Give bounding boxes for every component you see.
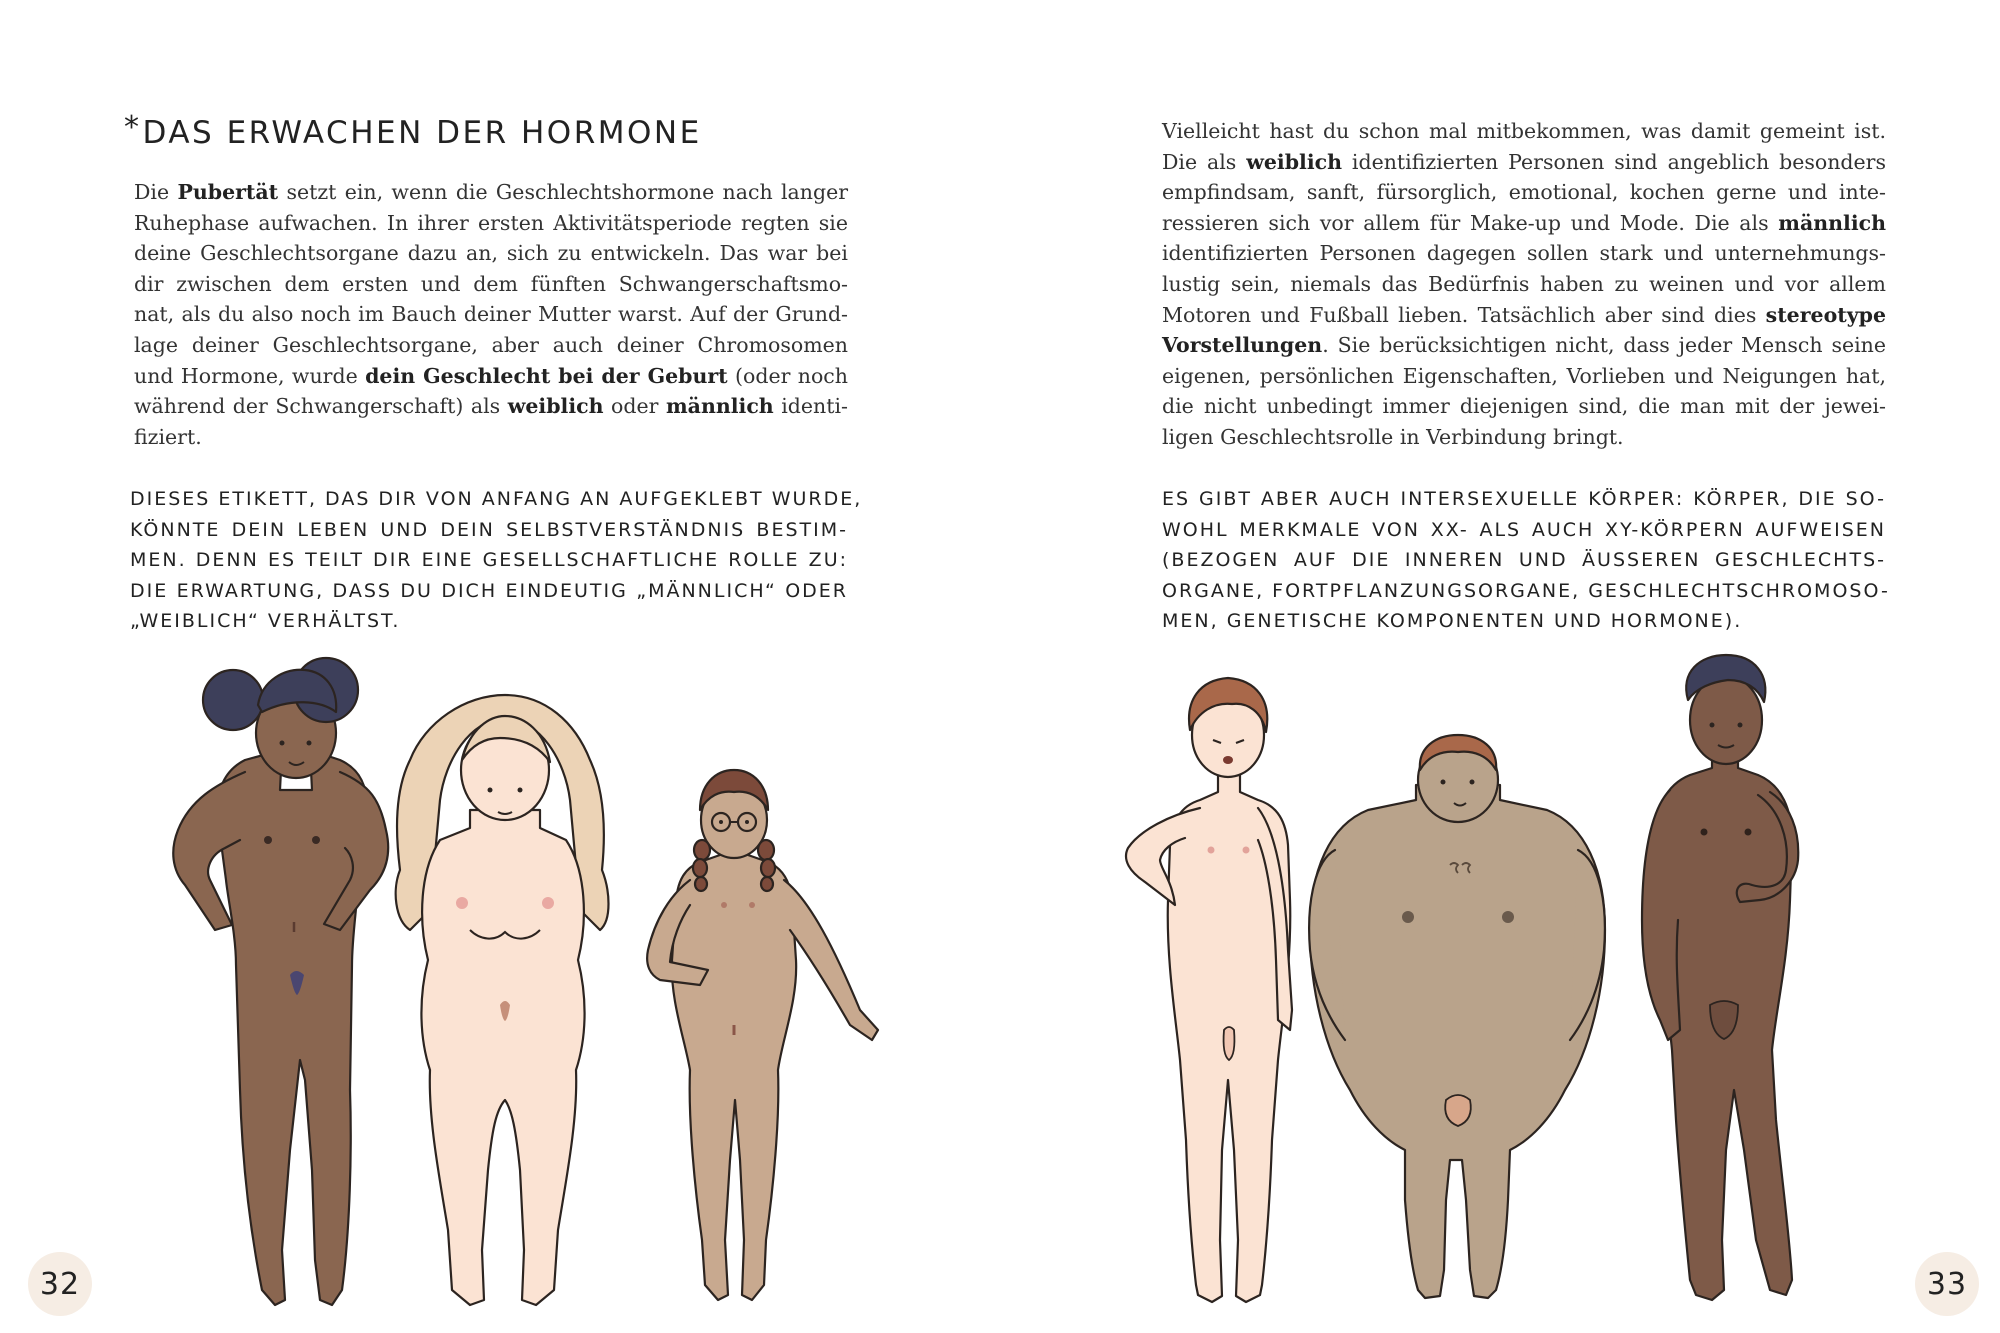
page-number-left: 32	[28, 1252, 92, 1316]
text-segment: während der Schwangerschaft) als	[134, 394, 508, 419]
bold-term: Pubertät	[177, 180, 279, 204]
caps-line: ES GIBT ABER AUCH INTERSEXUELLE KÖRPER: KÖRPER, DIE SO-	[1162, 488, 1886, 510]
text-segment: nat, als du also noch im Bauch deiner Mutter warst. Auf der Grund-	[134, 302, 848, 327]
caps-line: MEN, GENETISCHE KOMPONENTEN UND HORMONE).	[1162, 610, 1743, 633]
figure-light-skin-short-hair	[1126, 678, 1292, 1302]
text-segment: eigenen, persönlichen Eigenschaften, Vorlieben und Neigungen hat,	[1162, 363, 1886, 388]
figure-dark-skin-tall	[1642, 655, 1798, 1300]
text-segment: dir zwischen dem ersten und dem fünften Schwangerschaftsmo-	[134, 271, 848, 296]
bold-term: Vorstellungen	[1162, 333, 1323, 358]
caps-line: „WEIBLICH“ VERHÄLTST.	[130, 610, 401, 633]
bold-term: stereotype	[1765, 302, 1886, 327]
text-segment: lustig sein, niemals das Bedürfnis haben zu weinen und vor allem	[1162, 271, 1886, 296]
text-segment: Die	[134, 180, 178, 204]
text-segment: deine Geschlechtsorgane dazu an, sich zu entwickeln. Das war bei	[134, 241, 848, 266]
text-segment: identifizierten Personen dagegen sollen stark und unternehmungs-	[1162, 241, 1886, 266]
text-segment: ressieren sich vor allem für Make-up und Mode. Die als	[1162, 210, 1779, 235]
text-segment: setzt ein, wenn die Geschlechtshormone nach langer	[278, 180, 849, 204]
text-segment: (oder noch	[727, 363, 848, 388]
caps-line: MEN. DENN ES TEILT DIR EINE GESELLSCHAFTLICHE ROLLE ZU:	[130, 549, 848, 572]
caps-line: KÖNNTE DEIN LEBEN UND DEIN SELBSTVERSTÄNDNIS BESTIM-	[130, 518, 848, 541]
text-segment: oder	[603, 394, 666, 419]
text-segment: und Hormone, wurde	[134, 363, 366, 388]
text-segment: identifizierten Personen sind angeblich besonders	[1342, 149, 1886, 174]
caps-line: DIE ERWARTUNG, DASS DU DICH EINDEUTIG „MÄNNLICH“ ODER	[130, 579, 848, 602]
text-segment: lage deiner Geschlechtsorgane, aber auch deiner Chromosomen	[134, 332, 848, 357]
bold-term: dein Geschlecht bei der Geburt	[365, 363, 728, 388]
heading-asterisk: *	[124, 110, 142, 145]
heading-text: DAS ERWACHEN DER HORMONE	[142, 115, 702, 151]
caps-line: (BEZOGEN AUF DIE INNEREN UND ÄUSSEREN GESCHLECHTS-	[1162, 549, 1886, 572]
text-segment: . Sie berücksichtigen nicht, dass jeder Mensch seine	[1322, 333, 1886, 358]
text-segment: Vielleicht hast du schon mal mitbekommen, was damit gemeint ist.	[1162, 119, 1886, 143]
caps-line: DIESES ETIKETT, DAS DIR VON ANFANG AN AUFGEKLEBT WURDE,	[130, 488, 863, 510]
figure-child-braids-glasses	[647, 770, 878, 1300]
text-segment: empfindsam, sanft, fürsorglich, emotional, kochen gerne und inte-	[1162, 180, 1886, 205]
bold-term: weiblich	[507, 394, 604, 419]
text-segment: die nicht unbedingt immer diejenigen sind, die man mit der jewei-	[1162, 394, 1886, 419]
page-number-right: 33	[1915, 1252, 1979, 1316]
bold-term: männlich	[1778, 210, 1886, 235]
text-segment: ligen Geschlechtsrolle in Verbindung bringt.	[1162, 424, 1624, 449]
text-segment: Motoren und Fußball lieben. Tatsächlich aber sind dies	[1162, 302, 1766, 327]
figure-light-skin-long-blonde-hair	[396, 695, 609, 1305]
figure-round-body	[1309, 735, 1605, 1298]
figure-dark-skin-curly-hair	[173, 658, 388, 1305]
caps-line: WOHL MERKMALE VON XX- ALS AUCH XY-KÖRPERN AUFWEISEN	[1162, 518, 1886, 541]
caps-line: ORGANE, FORTPFLANZUNGSORGANE, GESCHLECHTSCHROMOSO-	[1162, 579, 1890, 602]
bold-term: weiblich	[1246, 149, 1343, 174]
text-segment: fiziert.	[134, 424, 202, 449]
bold-term: männlich	[665, 394, 774, 419]
text-segment: Ruhephase aufwachen. In ihrer ersten Aktivitätsperiode regten sie	[134, 210, 848, 235]
text-segment: identi-	[773, 394, 848, 419]
text-segment: Die als	[1162, 149, 1247, 174]
